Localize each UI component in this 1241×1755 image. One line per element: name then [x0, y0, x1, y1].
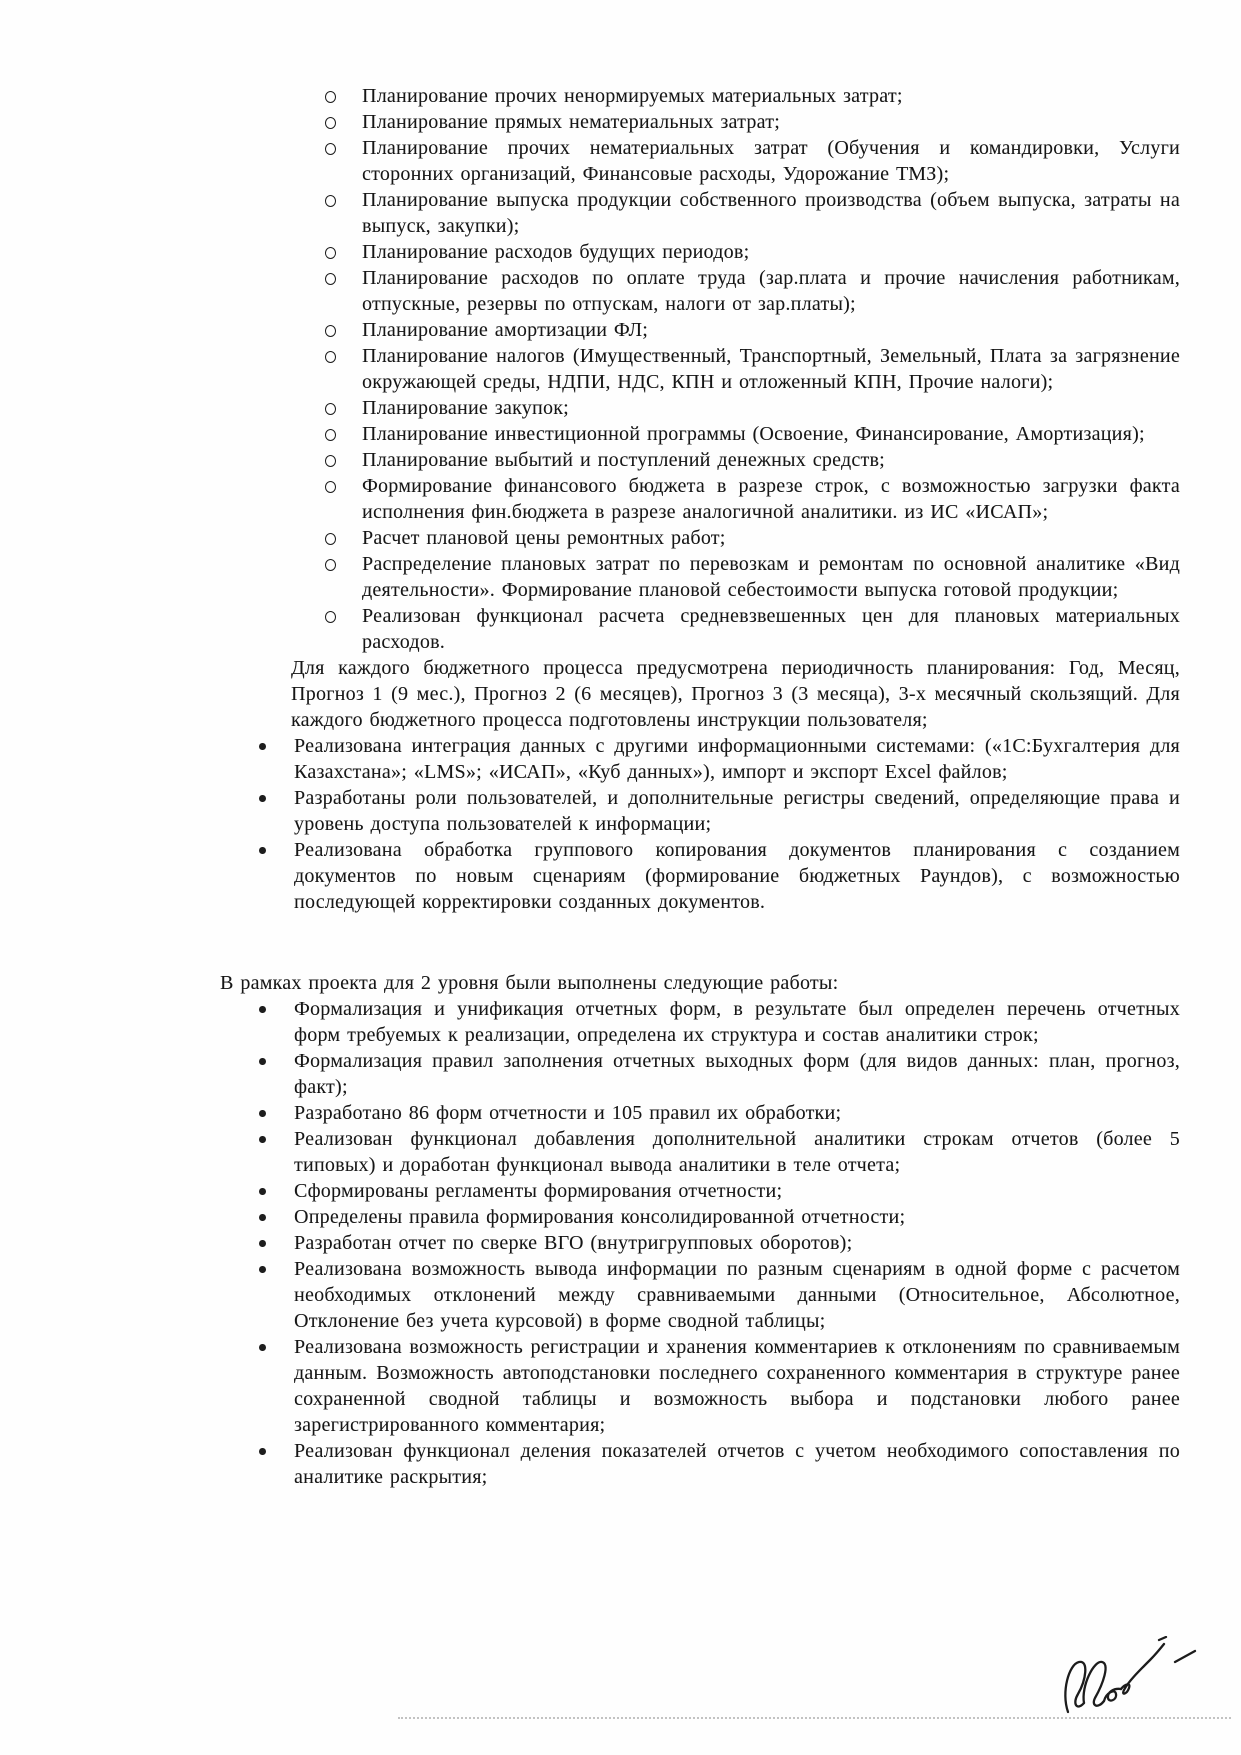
list-item — [294, 1256, 1180, 1334]
circle-bullet-icon — [325, 481, 336, 493]
circle-bullet-icon — [325, 455, 336, 467]
list-item-text: Планирование прочих нематериальных затрат (Обучения и командировки, Услуги сторонних организаций, Финансовые расходы, Удорожание ТМЗ); — [362, 137, 1180, 185]
document-body — [0, 83, 1241, 1490]
list-item — [294, 1100, 1180, 1126]
list-item — [294, 837, 1180, 915]
dot-bullet-icon — [259, 1058, 266, 1065]
dot-bullet-icon — [259, 1136, 266, 1143]
list-item-text: Реализован функционал деления показателей отчетов с учетом необходимого сопоставления по аналитике раскрытия; — [294, 1440, 1180, 1488]
list-item — [294, 733, 1180, 785]
circle-bullet-icon — [325, 247, 336, 259]
list-item — [294, 996, 1180, 1048]
list-item — [294, 1438, 1180, 1490]
list-item — [362, 187, 1180, 239]
list-item-text: Разработано 86 форм отчетности и 105 правил их обработки; — [294, 1102, 842, 1124]
circle-bullet-icon — [325, 611, 336, 623]
scan-dotted-line — [398, 1717, 1231, 1719]
list-item — [362, 343, 1180, 395]
list-item — [294, 1230, 1180, 1256]
list-item-text: Планирование выбытий и поступлений денежных средств; — [362, 449, 885, 471]
circle-bullet-icon — [325, 273, 336, 285]
list-item-text: Сформированы регламенты формирования отчетности; — [294, 1180, 783, 1202]
list-item — [362, 395, 1180, 421]
dot-bullet-icon — [259, 1110, 266, 1117]
list-item — [294, 1048, 1180, 1100]
list-item — [294, 1126, 1180, 1178]
dot-bullet-icon — [259, 743, 266, 750]
list-item — [294, 1178, 1180, 1204]
dot-bullet-icon — [259, 847, 266, 854]
circle-bullet-icon — [325, 143, 336, 155]
list-item — [362, 551, 1180, 603]
circle-bullet-icon — [325, 351, 336, 363]
list-item-text: Реализован функционал добавления дополнительной аналитики строкам отчетов (более 5 типовых) и доработан функционал вывода аналитики в теле отчета; — [294, 1128, 1180, 1176]
list-item-text: Планирование прочих ненормируемых материальных затрат; — [362, 85, 903, 107]
list-item-text: Разработаны роли пользователей, и дополнительные регистры сведений, определяющие права и уровень доступа пользователей к информации; — [294, 787, 1180, 835]
list-item — [362, 447, 1180, 473]
level2-bullet-list — [0, 83, 1241, 655]
dot-bullet-icon — [259, 1240, 266, 1247]
dot-bullet-icon — [259, 1006, 266, 1013]
list-item-text: Планирование инвестиционной программы (Освоение, Финансирование, Амортизация); — [362, 423, 1145, 445]
circle-bullet-icon — [325, 91, 336, 103]
list-item-text: Определены правила формирования консолидированной отчетности; — [294, 1206, 906, 1228]
list-item-text: Планирование закупок; — [362, 397, 569, 419]
circle-bullet-icon — [325, 117, 336, 129]
list-item-text: Планирование амортизации ФЛ; — [362, 319, 649, 341]
dot-bullet-icon — [259, 1188, 266, 1195]
list-item-text: Планирование прямых нематериальных затрат; — [362, 111, 781, 133]
list-item — [362, 525, 1180, 551]
circle-bullet-icon — [325, 559, 336, 571]
list-item — [294, 785, 1180, 837]
list-item — [362, 421, 1180, 447]
circle-bullet-icon — [325, 403, 336, 415]
list-item — [294, 1204, 1180, 1230]
list-item-text: Планирование расходов будущих периодов; — [362, 241, 750, 263]
list-item-text: Формализация и унификация отчетных форм, в результате был определен перечень отчетных форм требуемых к реализации, определена их структура и состав аналитики строк; — [294, 998, 1180, 1046]
list-item — [362, 317, 1180, 343]
list-item-text: Планирование расходов по оплате труда (зар.плата и прочие начисления работникам, отпускные, резервы по отпускам, налоги от зар.платы); — [362, 267, 1180, 315]
list-item — [362, 265, 1180, 317]
handwritten-signature — [1058, 1636, 1203, 1728]
dot-bullet-icon — [259, 1266, 266, 1273]
dot-bullet-icon — [259, 1214, 266, 1221]
list-item-text: Формализация правил заполнения отчетных выходных форм (для видов данных: план, прогноз, факт); — [294, 1050, 1180, 1098]
list-item-text: Реализована возможность регистрации и хранения комментариев к отклонениям по сравниваемым данным. Возможность автоподстановки последнего сохраненного комментария в структуре ранее сохраненной сводной таблицы и возможность выбора и подстановки любого ранее зарегистрированного комментария; — [294, 1336, 1180, 1436]
circle-bullet-icon — [325, 195, 336, 207]
list-item — [362, 239, 1180, 265]
list-item — [362, 109, 1180, 135]
dot-bullet-icon — [259, 1344, 266, 1351]
circle-bullet-icon — [325, 325, 336, 337]
list-item — [362, 135, 1180, 187]
circle-bullet-icon — [325, 429, 336, 441]
level1-bullet-list — [0, 733, 1241, 915]
list-item — [294, 1334, 1180, 1438]
list-item-text: Планирование выпуска продукции собственного производства (объем выпуска, затраты на выпуск, закупки); — [362, 189, 1180, 237]
dot-bullet-icon — [259, 795, 266, 802]
list-item-text: Реализована возможность вывода информации по разным сценариям в одной форме с расчетом необходимых отклонений между сравниваемыми данными (Относительное, Абсолютное, Отклонение без учета курсовой) в форме сводной таблицы; — [294, 1258, 1180, 1332]
list-item — [362, 603, 1180, 655]
list-item-text: Планирование налогов (Имущественный, Транспортный, Земельный, Плата за загрязнение окружающей среды, НДПИ, НДС, КПН и отложенный КПН, Прочие налоги); — [362, 345, 1180, 393]
list-item-text: Реализована интеграция данных с другими информационными системами: («1С:Бухгалтерия для Казахстана»; «LMS»; «ИСАП», «Куб данных»), импорт и экспорт Excel файлов; — [294, 735, 1180, 783]
list-item — [362, 473, 1180, 525]
list-item-text: Распределение плановых затрат по перевозкам и ремонтам по основной аналитике «Вид деятельности». Формирование плановой себестоимости выпуска готовой продукции; — [362, 553, 1180, 601]
list-item-text: Формирование финансового бюджета в разрезе строк, с возможностью загрузки факта исполнения фин.бюджета в разрезе аналогичной аналитики. из ИС «ИСАП»; — [362, 475, 1180, 523]
section2-bullet-list — [0, 996, 1241, 1490]
list-item-text: Расчет плановой цены ремонтных работ; — [362, 527, 726, 549]
paragraph: Для каждого бюджетного процесса предусмотрена периодичность планирования: Год, Месяц, Прогноз 1 (9 мес.), Прогноз 2 (6 месяцев), Прогноз 3 (3 месяца), 3-х месячный скользящий. Для каждого бюджетного процесса подготовлены инструкции пользователя; — [291, 657, 1180, 731]
section-heading: В рамках проекта для 2 уровня были выполнены следующие работы: — [220, 972, 839, 994]
list-item-text: Реализована обработка группового копирования документов планирования с созданием документов по новым сценариям (формирование бюджетных Раундов), с возможностью последующей корректировки созданных документов. — [294, 839, 1180, 913]
list-item — [362, 83, 1180, 109]
dot-bullet-icon — [259, 1448, 266, 1455]
circle-bullet-icon — [325, 533, 336, 545]
list-item-text: Реализован функционал расчета средневзвешенных цен для плановых материальных расходов. — [362, 605, 1180, 653]
list-item-text: Разработан отчет по сверке ВГО (внутригрупповых оборотов); — [294, 1232, 853, 1254]
